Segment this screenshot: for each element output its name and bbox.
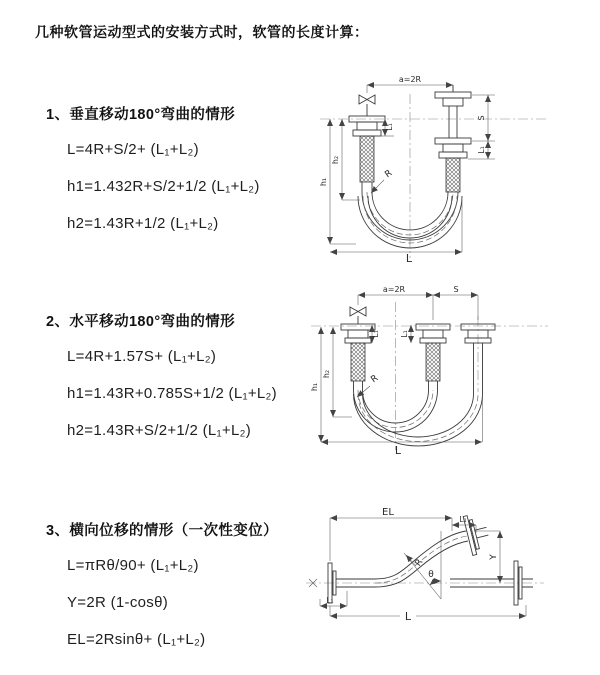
formula-h2: h2=1.43R+S/2+1/2 (L₁+L₂)	[67, 422, 252, 439]
dimension-l	[330, 605, 526, 623]
diagram-vertical-180-svg	[312, 72, 590, 264]
dimension-l1-middle	[400, 325, 411, 343]
dimension-l	[330, 200, 462, 264]
dim-label-l1: L₁	[385, 123, 394, 131]
right-pipe	[449, 106, 457, 138]
dim-label-l: L	[404, 610, 412, 623]
left-hose-wall	[362, 182, 372, 192]
section-2-heading: 2、水平移动180°弯曲的情形	[46, 314, 236, 330]
formula-EL: EL=2Rsinθ+ (L₁+L₂)	[67, 631, 206, 648]
dimension-a2r	[358, 285, 478, 320]
page-title: 几种软管运动型式的安装方式时，软管的长度计算：	[35, 24, 369, 40]
diagram-lateral-displacement	[300, 503, 596, 648]
middle-braided-hose	[426, 343, 440, 381]
dim-label-l1: L₁	[459, 515, 467, 524]
dim-label-l: L	[394, 444, 402, 457]
diagram-horizontal-180-bend	[306, 282, 596, 457]
dim-label-y: Y	[489, 554, 499, 560]
right-fitting-upper	[435, 92, 471, 106]
dim-label-h2: h₂	[322, 369, 331, 379]
formula-L: L=πRθ/90+ (L₁+L₂)	[67, 557, 199, 574]
diagram-vertical-180-bend	[312, 72, 590, 264]
middle-fitting	[416, 324, 450, 343]
dim-label-l1: L₁	[477, 146, 486, 154]
dim-label-l1: L₁	[326, 596, 334, 605]
valve-icon	[350, 307, 366, 324]
dimension-l	[321, 394, 483, 457]
right-fitting-lower	[435, 138, 471, 158]
left-fitting	[341, 324, 375, 343]
dimension-h1	[319, 119, 356, 244]
dim-label-r: R	[369, 373, 381, 386]
dimension-a2r	[367, 75, 453, 93]
dimension-h2	[331, 119, 360, 200]
section-3-heading: 3、横向位移的情形（一次性变位）	[46, 523, 278, 539]
dim-label-l1: L₁	[400, 330, 409, 338]
dim-label-s: S	[477, 115, 486, 121]
dimension-h2	[322, 327, 352, 417]
formula-L: L=4R+1.57S+ (L₁+L₂)	[67, 348, 217, 365]
dimension-l1-right	[468, 141, 495, 159]
section-horizontal-180	[46, 310, 277, 449]
formula-h2: h2=1.43R+1/2 (L₁+L₂)	[67, 215, 219, 232]
dim-label-h1: h₁	[310, 382, 319, 392]
dim-label-h1: h₁	[319, 177, 328, 187]
left-braided-hose	[360, 136, 374, 182]
dim-label-l1: L₁	[371, 330, 380, 338]
dim-label-h2: h₂	[331, 155, 340, 165]
section-1-formulas	[67, 131, 260, 242]
dimension-y	[474, 531, 500, 583]
dim-label-theta: θ	[428, 570, 434, 580]
dim-label-a2r: a=2R	[398, 75, 422, 84]
dimension-h1	[310, 327, 321, 442]
formula-Y: Y=2R (1-cosθ)	[67, 594, 169, 611]
formula-L: L=4R+S/2+ (L₁+L₂)	[67, 141, 199, 158]
section-vertical-180	[46, 103, 260, 242]
upper-flange	[463, 512, 492, 556]
dimension-s	[472, 95, 495, 141]
dimension-s	[433, 285, 478, 295]
dimension-l1-left	[371, 325, 380, 343]
section-1-heading: 1、垂直移动180°弯曲的情形	[46, 107, 236, 123]
diagram-lateral-svg	[300, 503, 596, 648]
dimension-l1-bottom	[320, 591, 347, 606]
dim-label-r: R	[383, 168, 395, 181]
dim-label-l: L	[405, 252, 413, 264]
dim-label-s: S	[453, 285, 459, 294]
radius-leader	[371, 168, 394, 193]
valve-icon	[359, 95, 375, 116]
formula-h1: h1=1.432R+S/2+1/2 (L₁+L₂)	[67, 178, 260, 195]
dimension-l1-top	[452, 515, 476, 533]
section-lateral-displacement	[46, 519, 278, 658]
dim-label-el: EL	[382, 507, 394, 518]
section-3-formulas	[67, 547, 278, 658]
dimension-el	[330, 507, 452, 561]
left-braided-hose	[351, 343, 365, 381]
section-2-formulas	[67, 338, 277, 449]
dim-label-a2r: a=2R	[382, 285, 406, 294]
radius-leader	[406, 555, 425, 568]
right-braided-hose	[446, 158, 460, 192]
formula-h1: h1=1.43R+0.785S+1/2 (L₁+L₂)	[67, 385, 277, 402]
right-hose-leg	[474, 343, 483, 394]
dim-label-r: R	[413, 557, 426, 569]
diagram-horizontal-180-svg	[306, 282, 596, 457]
